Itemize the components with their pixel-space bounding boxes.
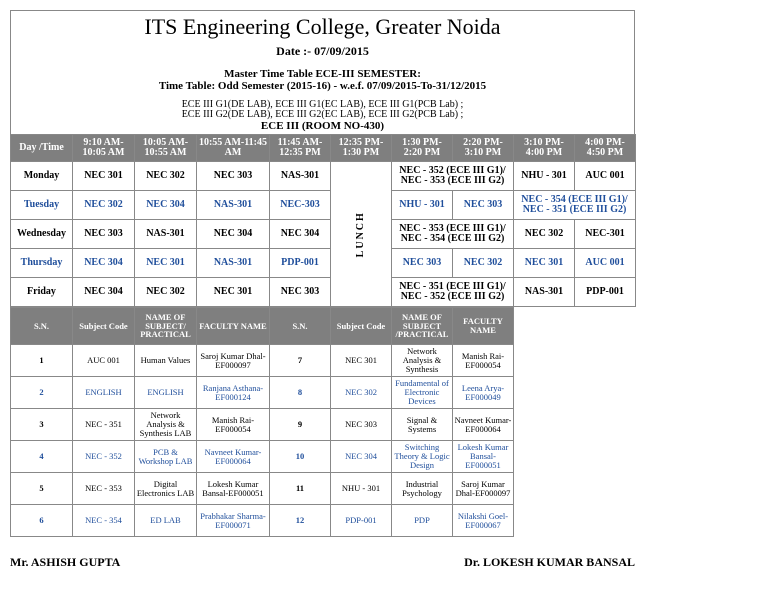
sn-cell: 8 — [270, 377, 331, 409]
period-cell: NEC 302 — [135, 278, 197, 307]
subject-name-cell: Industrial Psychology — [392, 473, 453, 505]
subject-name-cell: Switching Theory & Logic Design — [392, 441, 453, 473]
faculty-cell: Lokesh Kumar Bansal-EF000051 — [197, 473, 270, 505]
faculty-cell: Ranjana Asthana-EF000124 — [197, 377, 270, 409]
code-cell: NEC 302 — [331, 377, 392, 409]
sn-header: S.N. — [270, 308, 331, 345]
subject-name-cell: ENGLISH — [135, 377, 197, 409]
sn-header: S.N. — [11, 308, 73, 345]
sn-cell: 3 — [11, 409, 73, 441]
timetable-row-friday — [11, 278, 636, 307]
code-cell: NHU - 301 — [331, 473, 392, 505]
period-cell: NEC-301 — [575, 220, 636, 249]
period-cell: NEC 304 — [135, 191, 197, 220]
period-cell: NAS-301 — [197, 249, 270, 278]
sn-cell: 9 — [270, 409, 331, 441]
subject-row — [11, 345, 514, 377]
period-cell: NEC 301 — [73, 162, 135, 191]
timetable-grid — [10, 134, 636, 307]
period-cell: NAS-301 — [135, 220, 197, 249]
groups-line-2: ECE III G2(DE LAB), ECE III G2(EC LAB), ECE III G2(PCB Lab) ; — [181, 109, 464, 120]
lab-cell: NEC - 352 (ECE III G1)/ NEC - 353 (ECE III G2) — [392, 162, 514, 191]
timetable-row-wednesday — [11, 220, 636, 249]
timetable-document — [10, 10, 635, 537]
subject-row — [11, 409, 514, 441]
period-cell: NEC 302 — [453, 249, 514, 278]
semester-line: Time Table: Odd Semester (2015-16) - w.e.f. 07/09/2015-To-31/12/2015 — [158, 80, 487, 92]
sn-cell: 10 — [270, 441, 331, 473]
period-cell: NAS-301 — [197, 191, 270, 220]
period-cell: NEC-303 — [270, 191, 331, 220]
col-header-slot-5: 12:35 PM-1:30 PM — [331, 135, 392, 162]
col-header-slot-4: 11:45 AM-12:35 PM — [270, 135, 331, 162]
period-cell: NEC 302 — [135, 162, 197, 191]
faculty-cell: Lokesh Kumar Bansal-EF000051 — [453, 441, 514, 473]
col-header-slot-2: 10:05 AM-10:55 AM — [135, 135, 197, 162]
faculty-cell: Prabhakar Sharma-EF000071 — [197, 505, 270, 537]
subject-name-cell: PCB & Workshop LAB — [135, 441, 197, 473]
period-cell: AUC 001 — [575, 249, 636, 278]
col-header-slot-3: 10:55 AM-11:45 AM — [197, 135, 270, 162]
day-cell: Friday — [11, 278, 73, 307]
col-header-slot-7: 2:20 PM-3:10 PM — [453, 135, 514, 162]
period-cell: NHU - 301 — [392, 191, 453, 220]
document-header — [10, 10, 635, 134]
sn-cell: 5 — [11, 473, 73, 505]
faculty-cell: Navneet Kumar-EF000064 — [453, 409, 514, 441]
period-cell: NAS-301 — [514, 278, 575, 307]
faculty-cell: Saroj Kumar Dhal-EF000097 — [453, 473, 514, 505]
room-line: ECE III (ROOM NO-430) — [260, 120, 385, 132]
subject-name-header: NAME OF SUBJECT/ PRACTICAL — [135, 308, 197, 345]
signatory-left: Mr. ASHISH GUPTA — [10, 555, 121, 569]
subject-row — [11, 505, 514, 537]
sn-cell: 2 — [11, 377, 73, 409]
lab-cell: NEC - 351 (ECE III G1)/ NEC - 352 (ECE III G2) — [392, 278, 514, 307]
faculty-cell: Manish Rai-EF000054 — [197, 409, 270, 441]
col-header-slot-6: 1:30 PM-2:20 PM — [392, 135, 453, 162]
sn-cell: 12 — [270, 505, 331, 537]
lunch-label: LUNCH — [354, 210, 366, 258]
code-header: Subject Code — [73, 308, 135, 345]
code-header: Subject Code — [331, 308, 392, 345]
period-cell: NHU - 301 — [514, 162, 575, 191]
sn-cell: 7 — [270, 345, 331, 377]
lab-cell: NEC - 353 (ECE III G1)/ NEC - 354 (ECE III G2) — [392, 220, 514, 249]
faculty-cell: Nilakshi Goel-EF000067 — [453, 505, 514, 537]
timetable-row-monday — [11, 162, 636, 191]
lab-cell: NEC - 354 (ECE III G1)/ NEC - 351 (ECE III G2) — [514, 191, 636, 220]
subject-name-cell: Fundamental of Electronic Devices — [392, 377, 453, 409]
col-header-slot-8: 3:10 PM-4:00 PM — [514, 135, 575, 162]
period-cell: NEC 303 — [392, 249, 453, 278]
day-cell: Monday — [11, 162, 73, 191]
timetable-row-thursday — [11, 249, 636, 278]
code-cell: NEC - 354 — [73, 505, 135, 537]
period-cell: NEC 303 — [197, 162, 270, 191]
code-cell: NEC - 352 — [73, 441, 135, 473]
code-cell: NEC 304 — [331, 441, 392, 473]
code-cell: NEC 303 — [331, 409, 392, 441]
period-cell: PDP-001 — [575, 278, 636, 307]
period-cell: PDP-001 — [270, 249, 331, 278]
faculty-cell: Manish Rai-EF000054 — [453, 345, 514, 377]
subject-name-header: NAME OF SUBJECT /PRACTICAL — [392, 308, 453, 345]
code-cell: ENGLISH — [73, 377, 135, 409]
period-cell: NAS-301 — [270, 162, 331, 191]
period-cell: AUC 001 — [575, 162, 636, 191]
day-cell: Tuesday — [11, 191, 73, 220]
period-cell: NEC 301 — [514, 249, 575, 278]
faculty-cell: Saroj Kumar Dhal-EF000097 — [197, 345, 270, 377]
subject-row — [11, 473, 514, 505]
period-cell: NEC 303 — [270, 278, 331, 307]
faculty-cell: Leena Arya-EF000049 — [453, 377, 514, 409]
period-cell: NEC 304 — [73, 278, 135, 307]
subject-row — [11, 441, 514, 473]
day-cell: Wednesday — [11, 220, 73, 249]
sn-cell: 1 — [11, 345, 73, 377]
period-cell: NEC 302 — [514, 220, 575, 249]
master-title: Master Time Table ECE-III SEMESTER: — [224, 68, 421, 80]
college-name: ITS Engineering College, Greater Noida — [144, 14, 501, 39]
period-cell: NEC 304 — [197, 220, 270, 249]
lunch-cell — [331, 162, 392, 307]
subject-header-row — [11, 308, 514, 345]
col-header-slot-1: 9:10 AM-10:05 AM — [73, 135, 135, 162]
period-cell: NEC 304 — [270, 220, 331, 249]
period-cell: NEC 303 — [73, 220, 135, 249]
subject-name-cell: Signal & Systems — [392, 409, 453, 441]
faculty-header: FACULTY NAME — [197, 308, 270, 345]
period-cell: NEC 303 — [453, 191, 514, 220]
subject-name-cell: Network Analysis & Synthesis — [392, 345, 453, 377]
sn-cell: 11 — [270, 473, 331, 505]
subject-name-cell: ED LAB — [135, 505, 197, 537]
col-header-day: Day /Time — [11, 135, 73, 162]
sn-cell: 4 — [11, 441, 73, 473]
faculty-cell: Navneet Kumar-EF000064 — [197, 441, 270, 473]
col-header-slot-9: 4:00 PM-4:50 PM — [575, 135, 636, 162]
date-line: Date :- 07/09/2015 — [276, 44, 369, 58]
faculty-header: FACULTY NAME — [453, 308, 514, 345]
subject-table — [10, 307, 514, 537]
subject-name-cell: Network Analysis & Synthesis LAB — [135, 409, 197, 441]
sn-cell: 6 — [11, 505, 73, 537]
groups-line-1: ECE III G1(DE LAB), ECE III G1(EC LAB), ECE III G1(PCB Lab) ; — [181, 99, 464, 110]
subject-name-cell: Digital Electronics LAB — [135, 473, 197, 505]
subject-name-cell: Human Values — [135, 345, 197, 377]
timetable-row-tuesday — [11, 191, 636, 220]
code-cell: NEC 301 — [331, 345, 392, 377]
subject-row — [11, 377, 514, 409]
code-cell: NEC - 351 — [73, 409, 135, 441]
code-cell: AUC 001 — [73, 345, 135, 377]
period-cell: NEC 301 — [197, 278, 270, 307]
signatory-right: Dr. LOKESH KUMAR BANSAL — [464, 555, 635, 569]
period-cell: NEC 304 — [73, 249, 135, 278]
code-cell: PDP-001 — [331, 505, 392, 537]
code-cell: NEC - 353 — [73, 473, 135, 505]
period-cell: NEC 302 — [73, 191, 135, 220]
subject-name-cell: PDP — [392, 505, 453, 537]
period-cell: NEC 301 — [135, 249, 197, 278]
day-cell: Thursday — [11, 249, 73, 278]
timetable-header-row — [11, 135, 636, 162]
